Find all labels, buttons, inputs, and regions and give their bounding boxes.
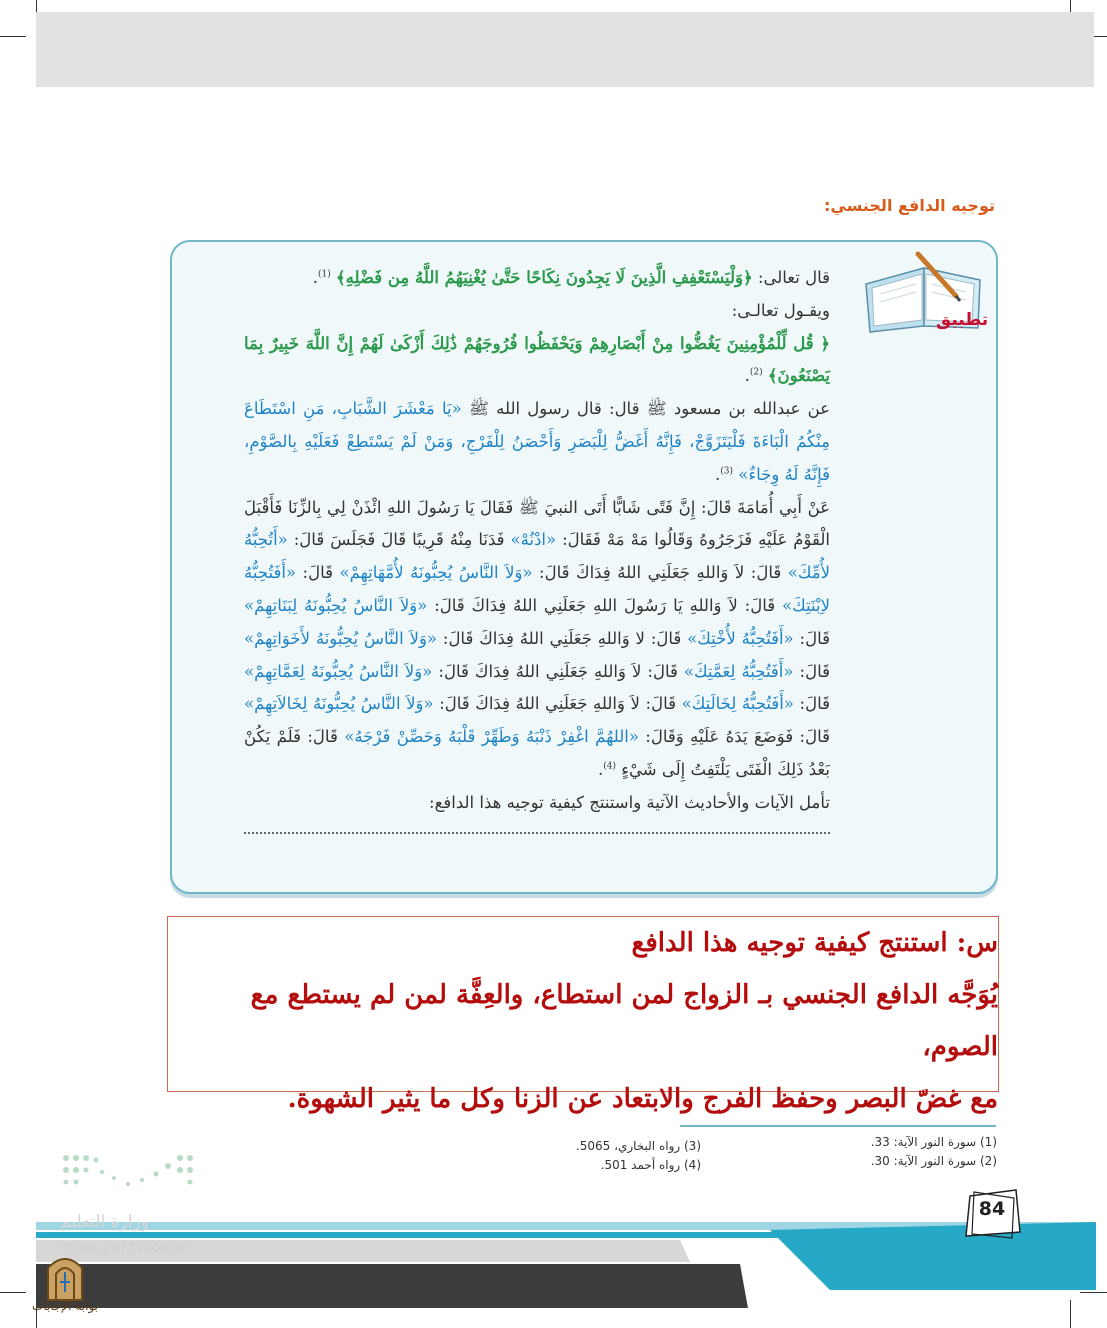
narration-text: قَالَ: xyxy=(296,563,340,583)
intro-text: قال تعالى: xyxy=(752,268,830,287)
footnote: (3) رواه البخاري، 5065. xyxy=(575,1139,701,1153)
narration-text: قَالَ: xyxy=(793,694,830,714)
hadith-text: «وَلاَ النَّاسُ يُحِبُّونَهُ لِبَنَاتِهِمْ» xyxy=(244,595,428,615)
hadith-1: عن عبدالله بن مسعود ﷺ قال: قال رسول الله ﷺ «يَا مَعْشَرَ الشَّبَابِ، مَنِ اسْتَطَاعَ مِنْكُمُ الْبَاءَةَ فَلْيَتَزَوَّجْ، فَإِنَّهُ أَغَضُّ لِلْبَصَرِ وَأَحْصَنُ لِلْفَرْجِ، وَمَنْ لَمْ يَسْتَطِعْ فَعَلَيْهِ بِالصَّوْمِ، فَإِنَّهُ لَهُ وِجَاءٌ» $^{(3)}$. xyxy=(244,399,830,484)
hadith-text: «وَلاَ النَّاسُ يُحِبُّونَهُ لأَخَوَاتِهِمْ» xyxy=(244,628,438,648)
verse-1: قال تعالى: ﴿وَلْيَسْتَعْفِفِ الَّذِينَ لَا يَجِدُونَ نِكَاحًا حَتَّىٰ يُغْنِيَهُمُ اللَّهُ مِن فَضْلِهِ﴾ $^{(1)}$. xyxy=(312,268,830,287)
ministry-logo-dots-icon xyxy=(62,1150,198,1200)
hadith-text: «وَلاَ النَّاسُ يُحِبُّونَهُ لِعَمَّاتِهِمْ» xyxy=(244,661,433,681)
answer-question: س: استنتج كيفية توجيه هذا الدافع xyxy=(631,928,998,958)
hadith-text: «ادْنُهْ» xyxy=(510,530,557,550)
footer-bands xyxy=(0,1180,1107,1328)
footnote: (4) رواه أحمد 501. xyxy=(600,1158,701,1172)
answer-line: مع غضّ البصر وحفظ الفرج والابتعاد عن الزنا وكل ما يثير الشهوة. xyxy=(287,1084,998,1114)
narration-text: قَالَ: لاَ وَاللهِ جَعَلَنِي اللهُ فِدَاكَ قَالَ: xyxy=(532,563,788,583)
narration-text: قَالَ: لاَ وَاللهِ يَا رَسُولَ اللهِ جَعَلَنِي اللهُ فِدَاكَ قَالَ: xyxy=(427,595,783,615)
footnote-ref: (4) xyxy=(603,761,617,772)
answer-box xyxy=(167,916,999,1114)
badge-label: تطبيق xyxy=(936,310,989,330)
footnote-ref: (2) xyxy=(749,367,763,378)
hadith-text: «اللهُمَّ اغْفِرْ ذَنْبَهُ وَطَهِّرْ قَلْبَهُ وَحَصِّنْ فَرْجَهُ» xyxy=(344,727,639,747)
narration-text: قَالَ: لاَ وَاللهِ جَعَلَنِي اللهُ فِدَاكَ قَالَ: xyxy=(433,694,682,714)
footnote-ref: (1) xyxy=(317,269,331,280)
section-title: توجيه الدافع الجنسي: xyxy=(824,196,995,215)
hadith-text: «وَلاَ النَّاسُ يُحِبُّونَهُ لِخَالاَتِهِمْ» xyxy=(244,694,434,714)
footnote: (1) سورة النور الآية: 33. xyxy=(870,1135,997,1149)
hadith-text: «وَلاَ النَّاسُ يُحِبُّونَهُ لأُمَّهَاتِهِمْ» xyxy=(339,563,533,583)
narration-text: قَالَ: لاَ وَاللهِ جَعَلَنِي اللهُ فِدَاكَ قَالَ: xyxy=(432,661,684,681)
narration-text: قَالَ: xyxy=(793,661,831,681)
watermark-text: بوابة الإجابات xyxy=(32,1299,99,1313)
footnote: (2) سورة النور الآية: 30. xyxy=(870,1154,997,1168)
narration-text: قَالَ: xyxy=(793,628,830,648)
ministry-name-en: Ministry of Education xyxy=(62,1240,189,1254)
hadith-text: «أَفَتُحِبُّهُ لِخَالَتِكَ» xyxy=(681,694,794,714)
footnotes-right xyxy=(871,1133,997,1171)
narration-text: قَالَ: فَوَضَعَ يَدَهُ عَلَيْهِ وَقَالَ: xyxy=(638,727,830,747)
ministry-name-ar: وزارة التعليم xyxy=(60,1212,149,1232)
header-band xyxy=(36,12,1094,87)
footnotes-left xyxy=(576,1137,701,1175)
hadith-text: «أَفَتُحِبُّهُ لاِبْنَتِكَ» xyxy=(244,563,830,615)
footnote-ref: (3) xyxy=(720,466,733,477)
quran-verse: ﴿وَلْيَسْتَعْفِفِ الَّذِينَ لَا يَجِدُونَ نِكَاحًا حَتَّىٰ يُغْنِيَهُمُ اللَّهُ مِن فَضْلِهِ﴾ xyxy=(335,268,753,287)
narration-text: عَنْ أَبِي أُمَامَةَ قَالَ: إِنَّ فَتًى شَابًّا أَتَى النبيَ ﷺ فَقَالَ يَا رَسُولَ اللهِ ائْذَنْ لِي بِالزِّنَا فَأَقْبَلَ الْقَوْمُ عَلَيْهِ فَزَجَرُوهُ وَقَالُوا مَهْ مَهْ فَقَالَ: xyxy=(244,497,830,550)
hadith-text: «أَتُحِبُّهُ لأُمِّكَ» xyxy=(244,530,830,583)
verse-2: ﴿ قُل لِّلْمُؤْمِنِينَ يَغُضُّوا مِنْ أَبْصَارِهِمْ وَيَحْفَظُوا فُرُوجَهُمْ ذَٰلِكَ أَزْكَىٰ لَهُمْ إِنَّ اللَّهَ خَبِيرٌ بِمَا يَصْنَعُونَ﴾ $^{(2)}$. xyxy=(244,333,830,386)
hadith-text: «أَفَتُحِبُّهُ لِعَمَّتِكَ» xyxy=(683,661,794,681)
hadith-text: «أَفَتُحِبُّهُ لأُخْتِكَ» xyxy=(687,628,794,648)
narration-text: قَالَ: لا وَاللهِ جَعَلَنِي اللهُ فِدَاكَ قَالَ: xyxy=(437,628,688,648)
task-instruction: تأمل الآيات والأحاديث الآتية واستنتج كيفية توجيه هذا الدافع: xyxy=(429,792,830,812)
page-number: 84 xyxy=(978,1198,1006,1220)
content-text xyxy=(244,262,830,834)
hadith-text: «يَا مَعْشَرَ الشَّبَابِ، مَنِ اسْتَطَاعَ مِنْكُمُ الْبَاءَةَ فَلْيَتَزَوَّجْ، فَإِنَّهُ أَغَضُّ لِلْبَصَرِ وَأَحْصَنُ لِلْفَرْجِ، وَمَنْ لَمْ يَسْتَطِعْ فَعَلَيْهِ بِالصَّوْمِ، فَإِنَّهُ لَهُ وِجَاءٌ» xyxy=(244,399,830,484)
footnote-divider xyxy=(680,1125,996,1127)
watermark-logo-icon xyxy=(30,1250,100,1302)
narration-text: فَدَنَا مِنْهُ قَرِيبًا قَالَ فَجَلَسَ قَالَ: xyxy=(287,530,511,550)
answer-line: يُوَجَّه الدافع الجنسي بـ الزواج لمن استطاع، والعِفَّة لمن لم يستطع مع الصوم، xyxy=(250,980,998,1062)
quran-verse: ﴿ قُل لِّلْمُؤْمِنِينَ يَغُضُّوا مِنْ أَبْصَارِهِمْ وَيَحْفَظُوا فُرُوجَهُمْ ذَٰلِكَ أَزْكَىٰ لَهُمْ إِنَّ اللَّهَ خَبِيرٌ بِمَا يَصْنَعُونَ﴾ xyxy=(244,333,830,386)
hadith-2: عَنْ أَبِي أُمَامَةَ قَالَ: إِنَّ فَتًى شَابًّا أَتَى النبيَ ﷺ فَقَالَ يَا رَسُولَ اللهِ ائْذَنْ لِي بِالزِّنَا فَأَقْبَلَ الْقَوْمُ عَلَيْهِ فَزَجَرُوهُ وَقَالُوا مَهْ مَهْ فَقَالَ: «ادْنُهْ» فَدَنَا مِنْهُ قَرِيبًا قَالَ فَجَلَسَ قَالَ: «أَتُحِبُّهُ لأُمِّكَ» قَالَ: لاَ وَاللهِ جَعَلَنِي اللهُ فِدَاكَ قَالَ: «وَلاَ النَّاسُ يُحِبُّونَهُ لأُمَّهَاتِهِمْ» قَالَ: «أَفَتُحِبُّهُ لاِبْنَتِكَ» قَالَ: لاَ وَاللهِ يَا رَسُولَ اللهِ جَعَلَنِي اللهُ فِدَاكَ قَالَ: «وَلاَ النَّاسُ يُحِبُّونَهُ لِبَنَاتِهِمْ» قَالَ: «أَفَتُحِبُّهُ لأُخْتِكَ» قَالَ: لا وَاللهِ جَعَلَنِي اللهُ فِدَاكَ قَالَ: «وَلاَ النَّاسُ يُحِبُّونَهُ لأَخَوَاتِهِمْ» قَالَ: «أَفَتُحِبُّهُ لِعَمَّتِكَ» قَالَ: لاَ وَاللهِ جَعَلَنِي اللهُ فِدَاكَ قَالَ: «وَلاَ النَّاسُ يُحِبُّونَهُ لِعَمَّاتِهِمْ» قَالَ: «أَفَتُحِبُّهُ لِخَالَتِكَ» قَالَ: لاَ وَاللهِ جَعَلَنِي اللهُ فِدَاكَ قَالَ: «وَلاَ النَّاسُ يُحِبُّونَهُ لِخَالاَتِهِمْ» قَالَ: فَوَضَعَ يَدَهُ عَلَيْهِ وَقَالَ: «اللهُمَّ اغْفِرْ ذَنْبَهُ وَطَهِّرْ قَلْبَهُ وَحَصِّنْ فَرْجَهُ» قَالَ: فَلَمْ يَكُنْ بَعْدُ ذَلِكَ الْفَتَى يَلْتَفِتُ إِلَى شَيْءٍ $^{(4)}$. xyxy=(244,497,831,779)
crop-mark xyxy=(0,36,26,37)
narration-text: عن عبدالله بن مسعود ﷺ قال: قال رسول الله ﷺ xyxy=(461,399,830,419)
intro-2: ويقـول تعالـى: xyxy=(731,300,830,320)
narration-text: قَالَ: فَلَمْ يَكُنْ بَعْدُ ذَلِكَ الْفَتَى يَلْتَفِتُ إِلَى شَيْءٍ xyxy=(244,727,830,779)
answer-dotted-line xyxy=(244,822,830,834)
